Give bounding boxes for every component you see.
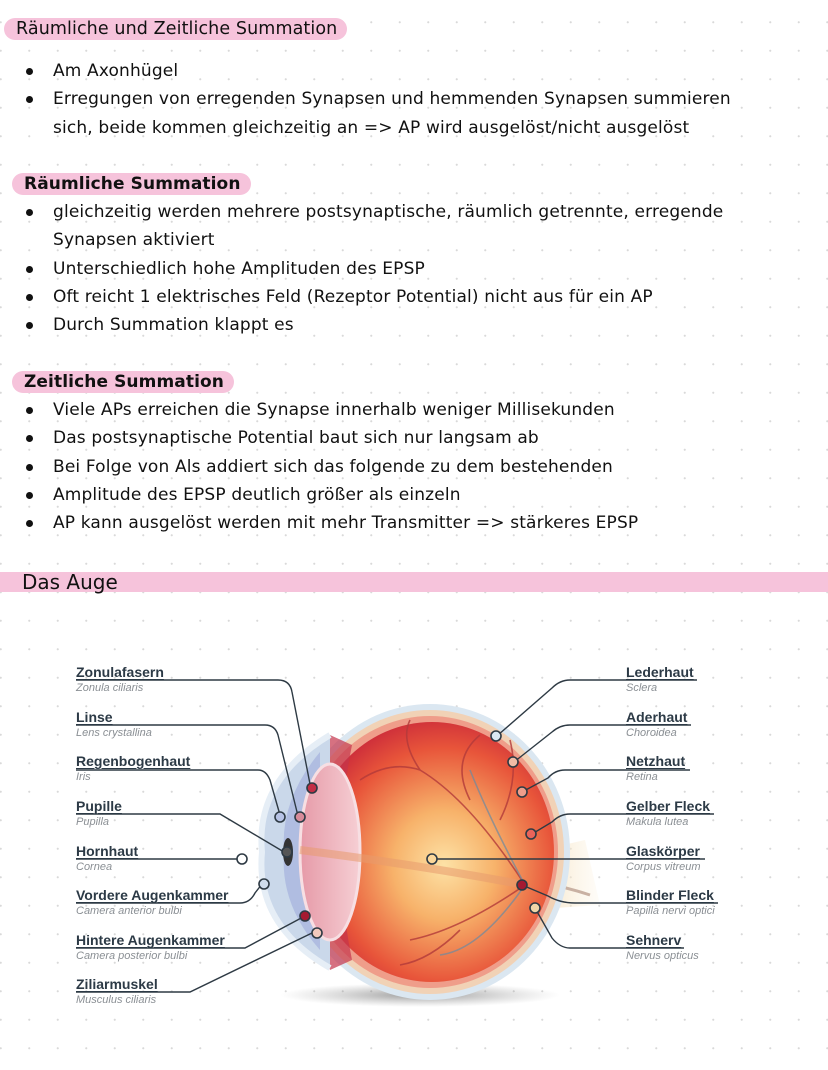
list-item-continuation: Synapsen aktiviert <box>53 230 215 251</box>
label-heading: Lederhaut <box>626 664 694 680</box>
label-pupille <box>76 798 122 830</box>
label-latin: Nervus opticus <box>626 950 699 962</box>
label-heading: Sehnerv <box>626 932 682 948</box>
label-latin: Lens crystallina <box>76 727 152 739</box>
label-heading: Blinder Fleck <box>626 887 714 903</box>
label-ziliarmuskel <box>76 976 158 1008</box>
label-heading: Glaskörper <box>626 843 700 859</box>
label-gelber-fleck <box>626 798 710 830</box>
label-lederhaut <box>626 664 694 696</box>
heading-zeitliche-summation: Zeitliche Summation <box>12 371 234 393</box>
label-heading: Hornhaut <box>76 843 139 859</box>
label-linse <box>76 709 152 741</box>
label-latin: Musculus ciliaris <box>76 994 157 1006</box>
list-item: AP kann ausgelöst werden mit mehr Transmitter => stärkeres EPSP <box>24 509 638 537</box>
list-item: Amplitude des EPSP deutlich größer als einzeln <box>24 481 638 509</box>
label-latin: Papilla nervi optici <box>626 905 715 917</box>
bullet-list-zeitliche <box>24 396 638 537</box>
label-heading: Vordere Augenkammer <box>76 887 229 903</box>
list-item: gleichzeitig werden mehrere postsynaptische, räumlich getrennte, erregende <box>24 198 723 226</box>
section-band <box>0 572 828 592</box>
label-aderhaut <box>626 709 687 741</box>
list-item: Durch Summation klappt es <box>24 311 723 339</box>
heading-raeumliche-und-zeitliche-summation: Räumliche und Zeitliche Summation <box>4 18 347 40</box>
label-hornhaut <box>76 843 138 875</box>
list-item: Viele APs erreichen die Synapse innerhalb weniger Millisekunden <box>24 396 638 424</box>
label-heading: Regenbogenhaut <box>76 753 191 769</box>
label-zonulafasern <box>76 664 164 696</box>
label-heading: Ziliarmuskel <box>76 976 158 992</box>
list-item: Erregungen von erregenden Synapsen und hemmenden Synapsen summieren <box>24 85 731 113</box>
label-blinder-fleck <box>626 887 715 919</box>
heading-raeumliche-summation: Räumliche Summation <box>12 173 251 195</box>
eye-diagram <box>0 640 828 1030</box>
label-latin: Pupilla <box>76 816 110 828</box>
list-item: Das postsynaptische Potential baut sich nur langsam ab <box>24 424 638 452</box>
label-netzhaut <box>626 753 685 785</box>
label-latin: Corpus vitreum <box>626 861 701 873</box>
heading-das-auge: Das Auge <box>22 570 118 594</box>
label-latin: Iris <box>76 771 91 783</box>
label-latin: Cornea <box>76 861 113 873</box>
label-latin: Makula lutea <box>626 816 689 828</box>
list-item: Bei Folge von Als addiert sich das folgende zu dem bestehenden <box>24 453 638 481</box>
bullet-list-raeumliche <box>24 198 723 339</box>
list-item: Oft reicht 1 elektrisches Feld (Rezeptor Potential) nicht aus für ein AP <box>24 283 723 311</box>
label-latin: Retina <box>626 771 658 783</box>
bullet-list-summation <box>24 57 731 142</box>
label-glaskoerper <box>626 843 701 875</box>
label-heading: Linse <box>76 709 113 725</box>
label-latin: Camera anterior bulbi <box>76 905 182 917</box>
list-item-continuation: sich, beide kommen gleichzeitig an => AP wird ausgelöst/nicht ausgelöst <box>53 117 690 138</box>
label-heading: Zonulafasern <box>76 664 164 680</box>
label-heading: Netzhaut <box>626 753 686 769</box>
list-item: Am Axonhügel <box>24 57 731 85</box>
label-latin: Zonula ciliaris <box>76 682 144 694</box>
label-sehnerv <box>626 932 699 964</box>
eye-illustration <box>0 640 828 1030</box>
label-heading: Aderhaut <box>626 709 688 725</box>
label-latin: Camera posterior bulbi <box>76 950 188 962</box>
label-latin: Sclera <box>626 682 658 694</box>
label-heading: Hintere Augenkammer <box>76 932 225 948</box>
list-item: Unterschiedlich hohe Amplituden des EPSP <box>24 255 723 283</box>
label-hintere-augenkammer <box>76 932 225 964</box>
label-latin: Choroidea <box>626 727 677 739</box>
label-heading: Gelber Fleck <box>626 798 711 814</box>
label-heading: Pupille <box>76 798 122 814</box>
label-vordere-augenkammer <box>76 887 229 919</box>
label-regenbogenhaut <box>76 753 190 785</box>
